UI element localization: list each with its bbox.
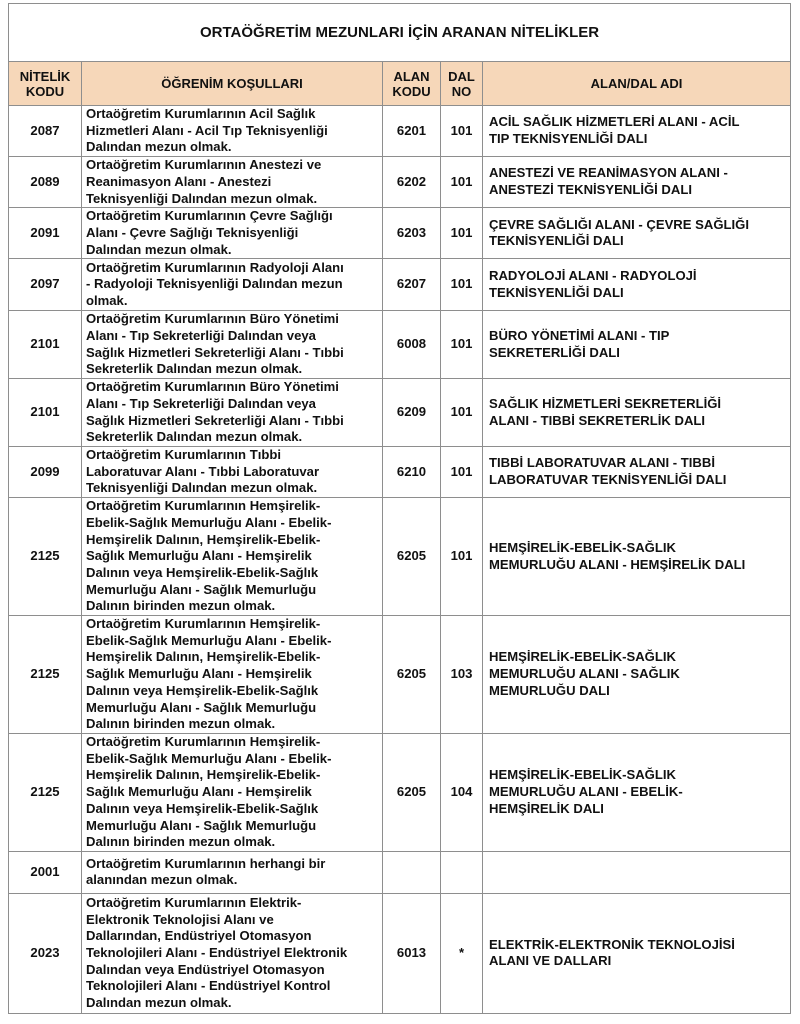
nitelik-kodu-cell: 2087	[9, 106, 82, 157]
table-row	[9, 851, 791, 893]
text-line: Ebelik-Sağlık Memurluğu Alanı - Ebelik-	[86, 750, 332, 766]
header-line: DAL	[448, 68, 475, 84]
text-line: Alanı - Tıp Sekreterliği Dalından veya	[86, 395, 316, 411]
text-line: Ortaöğretim Kurumlarının Radyoloji Alanı	[86, 259, 344, 275]
header-line: NİTELİK	[19, 68, 71, 84]
text-line: LABORATUVAR TEKNİSYENLİĞİ DALI	[489, 472, 727, 487]
header-alan-kodu	[383, 62, 441, 106]
alan-dal-adi-cell	[483, 851, 791, 893]
text-line: - Radyoloji Teknisyenliği Dalından mezun	[86, 276, 343, 292]
ogrenim-kosullari-cell	[82, 379, 383, 447]
text-line: ALANI - TIBBİ SEKRETERLİK DALI	[489, 412, 706, 428]
text-line: Alanı - Çevre Sağlığı Teknisyenliği	[86, 224, 299, 240]
nitelik-kodu-cell: 2125	[9, 498, 82, 616]
text-line: Elektronik Teknolojisi Alanı ve	[86, 911, 274, 927]
text-line: Teknisyenliği Dalından mezun olmak.	[86, 480, 318, 496]
text-line: TEKNİSYENLİĞİ DALI	[489, 284, 624, 300]
text-line: Ortaöğretim Kurumlarının Tıbbi	[86, 446, 281, 462]
dal-no-cell: 101	[441, 498, 483, 616]
text-line: TIP TEKNİSYENLİĞİ DALI	[489, 131, 648, 147]
text-line: ACİL SAĞLIK HİZMETLERİ ALANI - ACİL	[489, 114, 740, 130]
text-line: MEMURLUĞU DALI	[489, 682, 610, 698]
text-line: RADYOLOJİ ALANI - RADYOLOJİ	[489, 268, 697, 284]
text-line: Sekreterlik Dalından mezun olmak.	[86, 361, 303, 377]
alan-dal-adi-cell	[483, 208, 791, 259]
text-line: Dalının veya Hemşirelik-Ebelik-Sağlık	[86, 682, 319, 698]
alan-kodu-cell: 6205	[383, 733, 441, 851]
text-line: Dalından veya Endüstriyel Otomasyon	[86, 961, 325, 977]
text-line: Dalının veya Hemşirelik-Ebelik-Sağlık	[86, 800, 319, 816]
text-line: Hizmetleri Alanı - Acil Tıp Teknisyenliği	[86, 122, 328, 138]
table-row	[9, 311, 791, 379]
text-line: ÇEVRE SAĞLIĞI ALANI - ÇEVRE SAĞLIĞI	[489, 216, 749, 232]
text-line: ALANI VE DALLARI	[489, 953, 612, 969]
text-line: Ortaöğretim Kurumlarının Hemşirelik-	[86, 498, 321, 514]
text-line: BÜRO YÖNETİMİ ALANI - TIP	[489, 328, 670, 344]
nitelik-kodu-cell: 2099	[9, 446, 82, 497]
dal-no-cell: 101	[441, 379, 483, 447]
alan-kodu-cell: 6205	[383, 616, 441, 734]
table-row	[9, 208, 791, 259]
text-line: Ebelik-Sağlık Memurluğu Alanı - Ebelik-	[86, 632, 332, 648]
column-header-row	[9, 62, 791, 106]
text-line: SAĞLIK HİZMETLERİ SEKRETERLİĞİ	[489, 395, 722, 411]
text-line: Sağlık Hizmetleri Sekreterliği Alanı - Tıbbi	[86, 412, 344, 428]
text-line: Dalının veya Hemşirelik-Ebelik-Sağlık	[86, 564, 319, 580]
text-line: Dalından mezun olmak.	[86, 241, 232, 257]
table-title: ORTAÖĞRETİM MEZUNLARI İÇİN ARANAN NİTELİKLER	[9, 4, 791, 62]
nitelik-kodu-cell: 2023	[9, 893, 82, 1013]
alan-dal-adi-cell	[483, 106, 791, 157]
text-line: SEKRETERLİĞİ DALI	[489, 344, 620, 360]
text-line: Memurluğu Alanı - Sağlık Memurluğu	[86, 817, 317, 833]
header-line: KODU	[392, 83, 431, 99]
table-row	[9, 259, 791, 311]
header-line: KODU	[25, 83, 65, 99]
text-line: Sağlık Hizmetleri Sekreterliği Alanı - Tıbbi	[86, 344, 344, 360]
text-line: Teknolojileri Alanı - Endüstriyel Kontrol	[86, 978, 331, 994]
nitelik-kodu-cell: 2091	[9, 208, 82, 259]
dal-no-cell: 103	[441, 616, 483, 734]
table-row	[9, 157, 791, 208]
text-line: Ortaöğretim Kurumlarının Acil Sağlık	[86, 106, 316, 121]
alan-kodu-cell: 6203	[383, 208, 441, 259]
ogrenim-kosullari-cell	[82, 208, 383, 259]
text-line: Ortaöğretim Kurumlarının Elektrik-	[86, 894, 302, 910]
header-alan-dal-adi: ALAN/DAL ADI	[483, 62, 791, 106]
text-line: TEKNİSYENLİĞİ DALI	[489, 233, 624, 249]
header-nitelik-kodu	[9, 62, 82, 106]
alan-kodu-cell: 6013	[383, 893, 441, 1013]
text-line: Hemşirelik Dalının, Hemşirelik-Ebelik-	[86, 767, 321, 783]
text-line: Teknisyenliği Dalından mezun olmak.	[86, 190, 318, 206]
alan-dal-adi-cell	[483, 379, 791, 447]
text-line: MEMURLUĞU ALANI - EBELİK-	[489, 784, 683, 800]
dal-no-cell	[441, 851, 483, 893]
header-dal-no	[441, 62, 483, 106]
alan-kodu-cell: 6205	[383, 498, 441, 616]
table-body	[9, 106, 791, 1014]
alan-dal-adi-cell	[483, 311, 791, 379]
text-line: Ebelik-Sağlık Memurluğu Alanı - Ebelik-	[86, 514, 332, 530]
text-line: Dalından mezun olmak.	[86, 995, 232, 1011]
text-line: ELEKTRİK-ELEKTRONİK TEKNOLOJİSİ	[489, 936, 735, 952]
alan-dal-adi-cell	[483, 157, 791, 208]
text-line: Dalının birinden mezun olmak.	[86, 716, 276, 732]
text-line: HEMŞİRELİK-EBELİK-SAĞLIK	[489, 539, 676, 555]
table-row	[9, 379, 791, 447]
text-line: Dalının birinden mezun olmak.	[86, 834, 276, 850]
alan-kodu-cell: 6202	[383, 157, 441, 208]
ogrenim-kosullari-cell	[82, 851, 383, 893]
text-line: Sağlık Memurluğu Alanı - Hemşirelik	[86, 784, 312, 800]
table-row	[9, 106, 791, 157]
text-line: Hemşirelik Dalının, Hemşirelik-Ebelik-	[86, 531, 321, 547]
ogrenim-kosullari-cell	[82, 311, 383, 379]
text-line: HEMŞİRELİK-EBELİK-SAĞLIK	[489, 767, 676, 783]
table-row	[9, 893, 791, 1013]
text-line: Dallarından, Endüstriyel Otomasyon	[86, 928, 312, 944]
alan-dal-adi-cell	[483, 616, 791, 734]
text-line: Memurluğu Alanı - Sağlık Memurluğu	[86, 699, 317, 715]
alan-kodu-cell: 6210	[383, 446, 441, 497]
dal-no-cell: 101	[441, 106, 483, 157]
ogrenim-kosullari-cell	[82, 616, 383, 734]
text-line: Alanı - Tıp Sekreterliği Dalından veya	[86, 328, 316, 344]
alan-dal-adi-cell	[483, 733, 791, 851]
text-line: MEMURLUĞU ALANI - SAĞLIK	[489, 666, 680, 682]
text-line: Ortaöğretim Kurumlarının Hemşirelik-	[86, 733, 321, 749]
text-line: Teknolojileri Alanı - Endüstriyel Elektronik	[86, 945, 348, 961]
nitelik-kodu-cell: 2001	[9, 851, 82, 893]
text-line: ANESTEZİ TEKNİSYENLİĞİ DALI	[489, 182, 692, 198]
text-line: MEMURLUĞU ALANI - HEMŞİRELİK DALI	[489, 556, 746, 572]
alan-dal-adi-cell	[483, 259, 791, 311]
header-line: ALAN	[393, 68, 430, 84]
table-row	[9, 446, 791, 497]
text-line: Ortaöğretim Kurumlarının Çevre Sağlığı	[86, 208, 333, 224]
text-line: HEMŞİRELİK DALI	[489, 800, 604, 816]
text-line: TIBBİ LABORATUVAR ALANI - TIBBİ	[489, 455, 715, 471]
ogrenim-kosullari-cell	[82, 893, 383, 1013]
nitelik-kodu-cell: 2101	[9, 311, 82, 379]
nitelik-kodu-cell: 2125	[9, 733, 82, 851]
header-line: NO	[451, 83, 472, 99]
dal-no-cell: *	[441, 893, 483, 1013]
text-line: HEMŞİRELİK-EBELİK-SAĞLIK	[489, 649, 676, 665]
nitelik-kodu-cell: 2101	[9, 379, 82, 447]
alan-kodu-cell: 6207	[383, 259, 441, 311]
ogrenim-kosullari-cell	[82, 733, 383, 851]
text-line: Ortaöğretim Kurumlarının Anestezi ve	[86, 157, 322, 173]
dal-no-cell: 101	[441, 446, 483, 497]
nitelik-kodu-cell: 2089	[9, 157, 82, 208]
dal-no-cell: 101	[441, 208, 483, 259]
text-line: Hemşirelik Dalının, Hemşirelik-Ebelik-	[86, 649, 321, 665]
alan-kodu-cell: 6201	[383, 106, 441, 157]
dal-no-cell: 101	[441, 157, 483, 208]
text-line: Laboratuvar Alanı - Tıbbi Laboratuvar	[86, 463, 320, 479]
nitelik-kodu-cell: 2097	[9, 259, 82, 311]
header-ogrenim-kosullari: ÖĞRENİM KOŞULLARI	[82, 62, 383, 106]
text-line: Ortaöğretim Kurumlarının Büro Yönetimi	[86, 311, 339, 327]
nitelik-kodu-cell: 2125	[9, 616, 82, 734]
dal-no-cell: 101	[441, 259, 483, 311]
dal-no-cell: 104	[441, 733, 483, 851]
alan-kodu-cell: 6209	[383, 379, 441, 447]
table-row	[9, 498, 791, 616]
table-row	[9, 616, 791, 734]
ogrenim-kosullari-cell	[82, 446, 383, 497]
alan-kodu-cell: 6008	[383, 311, 441, 379]
text-line: ANESTEZİ VE REANİMASYON ALANI -	[489, 165, 728, 181]
text-line: Sağlık Memurluğu Alanı - Hemşirelik	[86, 548, 312, 564]
table-row	[9, 733, 791, 851]
alan-kodu-cell	[383, 851, 441, 893]
dal-no-cell: 101	[441, 311, 483, 379]
ogrenim-kosullari-cell	[82, 157, 383, 208]
text-line: Sağlık Memurluğu Alanı - Hemşirelik	[86, 666, 312, 682]
text-line: Ortaöğretim Kurumlarının herhangi bir	[86, 855, 326, 871]
text-line: Ortaöğretim Kurumlarının Hemşirelik-	[86, 616, 321, 632]
alan-dal-adi-cell	[483, 893, 791, 1013]
text-line: Reanimasyon Alanı - Anestezi	[86, 173, 272, 189]
qualifications-table	[8, 3, 791, 1014]
text-line: Memurluğu Alanı - Sağlık Memurluğu	[86, 581, 317, 597]
ogrenim-kosullari-cell	[82, 106, 383, 157]
text-line: alanından mezun olmak.	[86, 872, 238, 888]
alan-dal-adi-cell	[483, 498, 791, 616]
text-line: Ortaöğretim Kurumlarının Büro Yönetimi	[86, 379, 339, 395]
ogrenim-kosullari-cell	[82, 498, 383, 616]
text-line: olmak.	[86, 293, 128, 309]
text-line: Dalının birinden mezun olmak.	[86, 598, 276, 614]
text-line: Dalından mezun olmak.	[86, 139, 232, 155]
ogrenim-kosullari-cell	[82, 259, 383, 311]
text-line: Sekreterlik Dalından mezun olmak.	[86, 429, 303, 445]
alan-dal-adi-cell	[483, 446, 791, 497]
